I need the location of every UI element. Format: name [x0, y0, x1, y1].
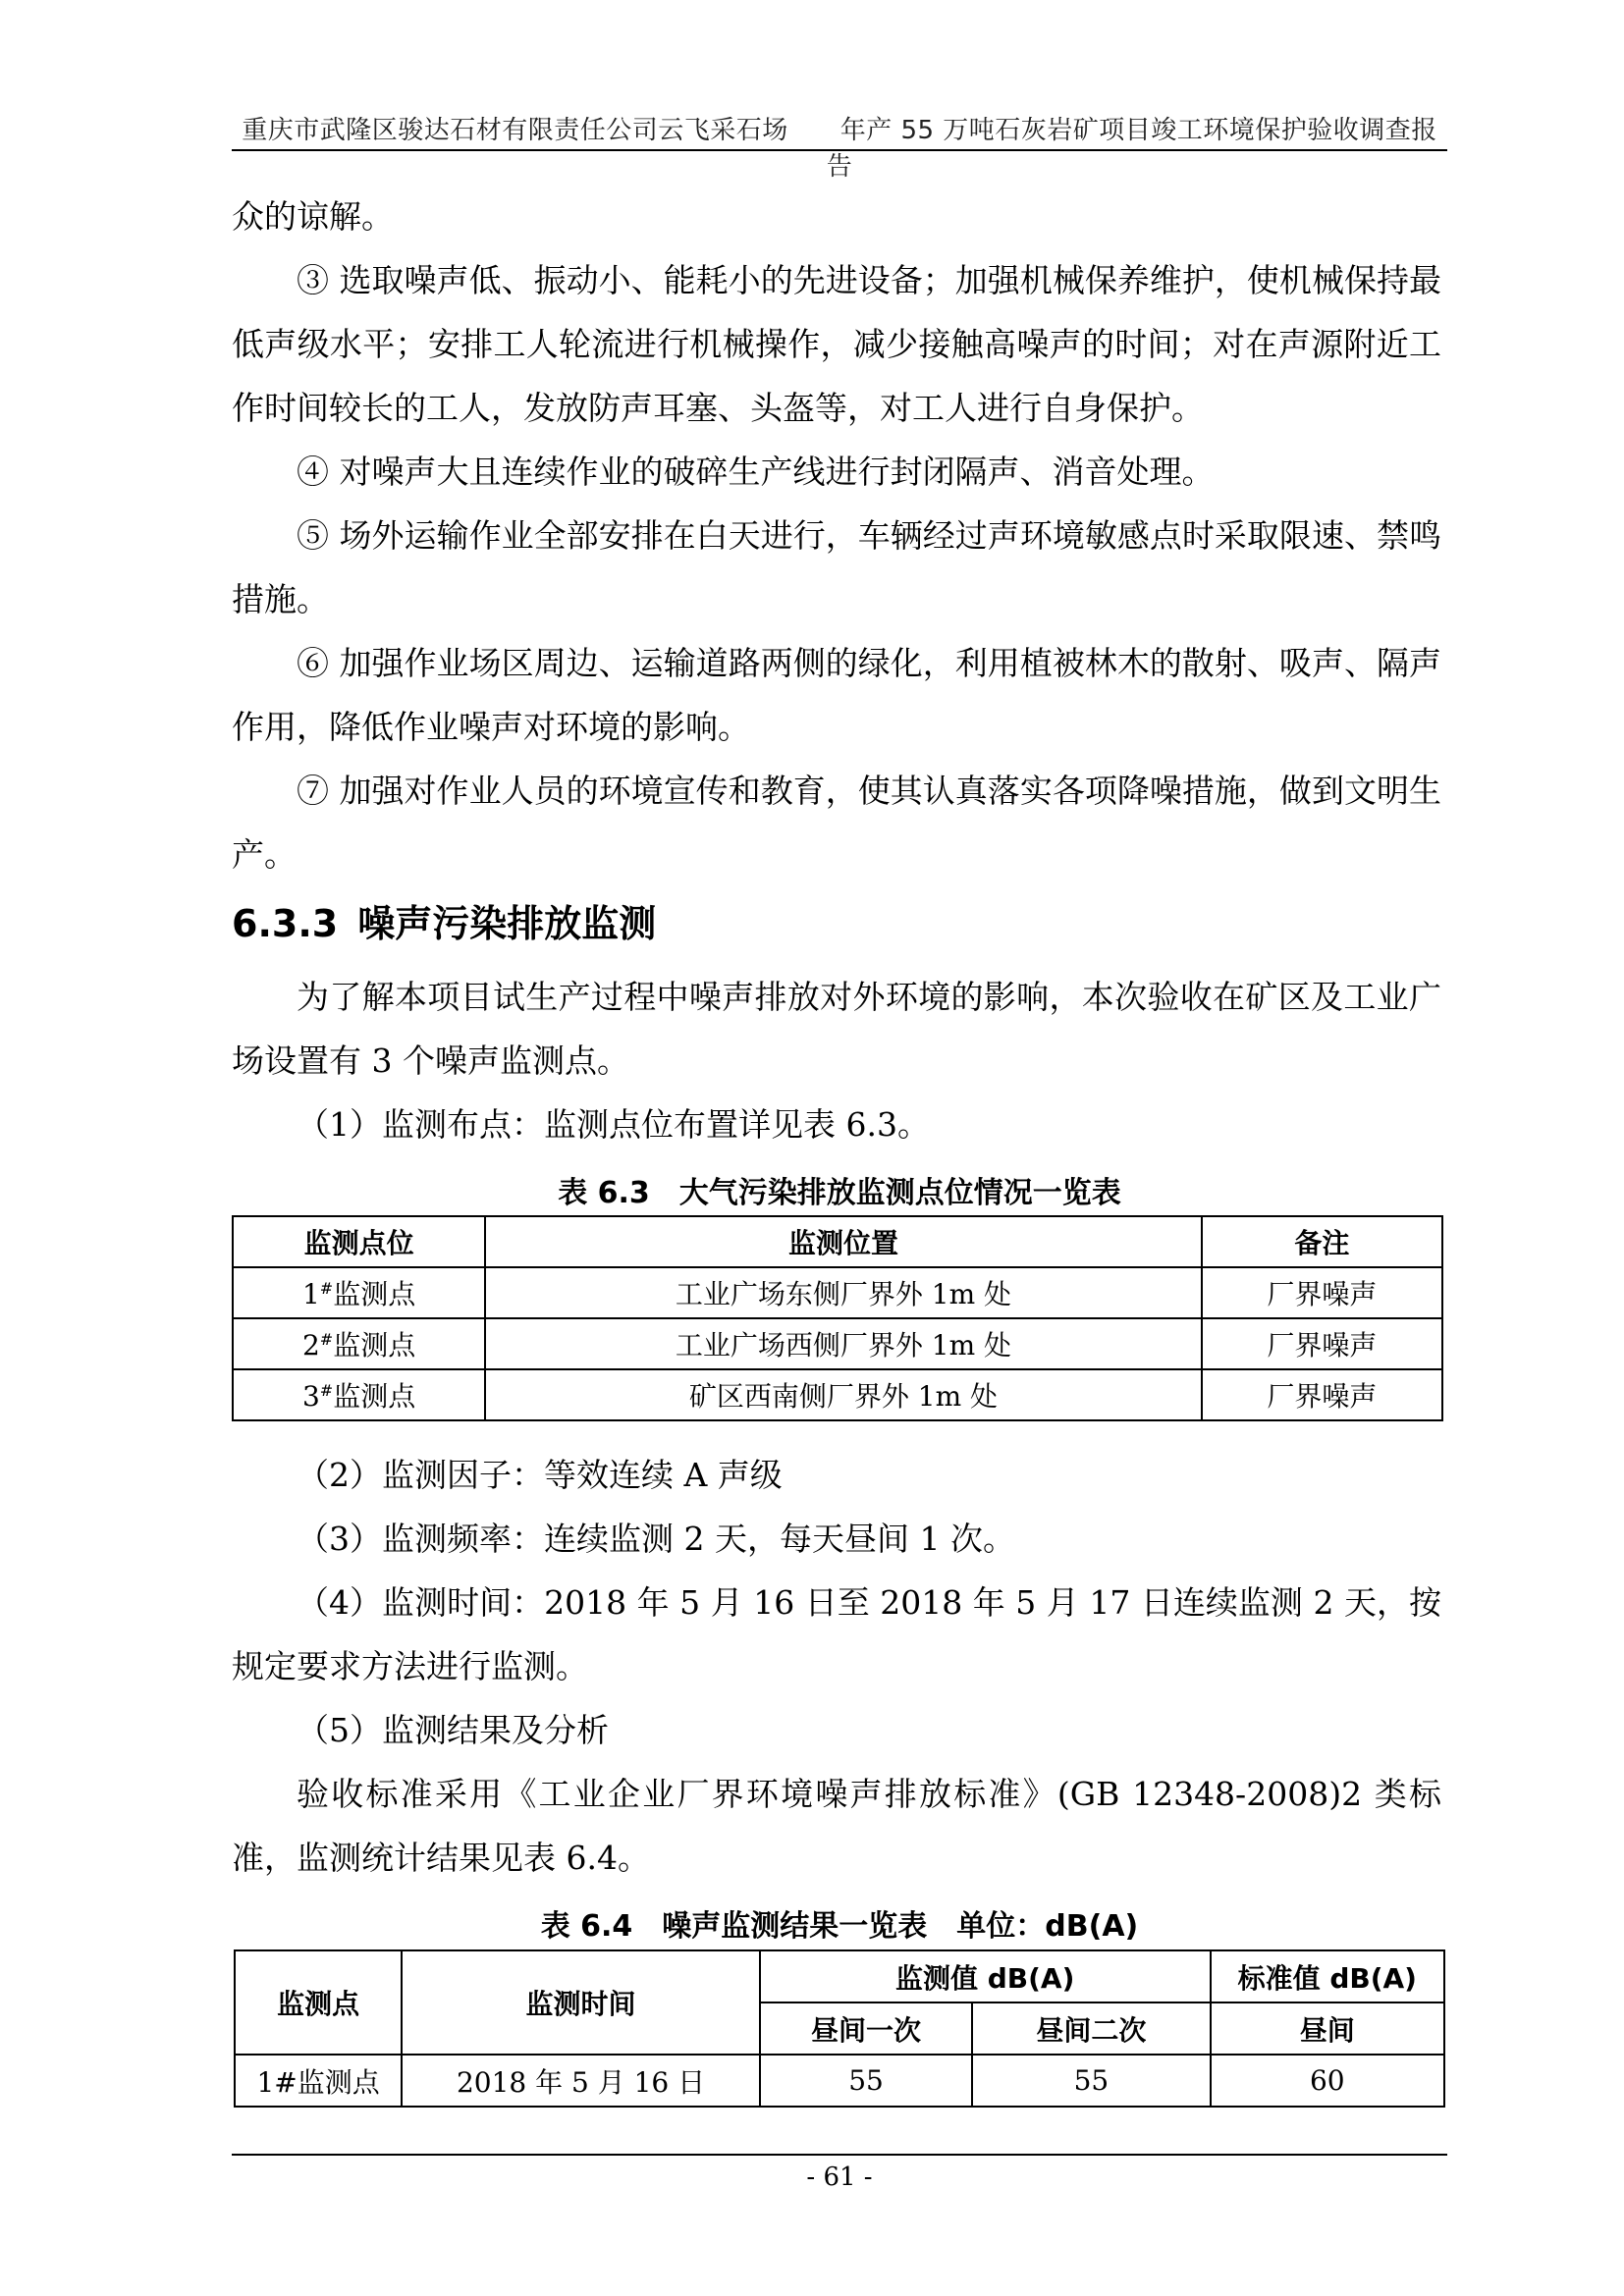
paragraph-measure-4: ④ 对噪声大且连续作业的破碎生产线进行封闭隔声、消音处理。: [297, 453, 1215, 491]
column-subheader: 昼间二次: [972, 2002, 1210, 2055]
column-header: 监测值 dB(A): [760, 1950, 1211, 2002]
header-divider: [232, 149, 1447, 151]
standard-value-cell: 60: [1211, 2055, 1444, 2107]
monitoring-point-cell: 3#监测点: [233, 1369, 485, 1420]
page-number: - 61 -: [806, 2163, 873, 2192]
paragraph-measure-7: ⑦ 加强对作业人员的环境宣传和教育，使其认真落实各项降噪措施，做到文明生产。: [232, 772, 1441, 874]
paragraph-continuation: 众的谅解。: [232, 197, 394, 236]
paragraph-standard: 验收标准采用《工业企业厂界环境噪声排放标准》(GB 12348-2008)2 类标准，监测统计结果见表 6.4。: [232, 1775, 1441, 1877]
table-6-3-caption: 表 6.3 大气污染排放监测点位情况一览表: [558, 1176, 1121, 1210]
date-cell: 2018 年 5 月 16 日: [402, 2055, 760, 2107]
paragraph-item-1: （1）监测布点：监测点位布置详见表 6.3。: [297, 1105, 930, 1144]
table-6-3: [232, 1215, 1443, 1421]
table-header-row: [233, 1216, 1442, 1267]
section-heading: [232, 893, 676, 947]
note-cell: 厂界噪声: [1202, 1318, 1442, 1369]
monitoring-point-cell: 1#监测点: [233, 1267, 485, 1318]
section-title: 噪声污染排放监测: [357, 902, 657, 945]
paragraph-intro: 为了解本项目试生产过程中噪声排放对外环境的影响，本次验收在矿区及工业广场设置有 3 个噪声监测点。: [232, 978, 1441, 1080]
table-row: [235, 2055, 1444, 2107]
location-cell: 工业广场东侧厂界外 1m 处: [485, 1267, 1202, 1318]
value-cell: 55: [760, 2055, 972, 2107]
paragraph-item-5: （5）监测结果及分析: [297, 1711, 609, 1749]
table-6-4: [234, 1949, 1445, 2108]
value-cell: 55: [972, 2055, 1210, 2107]
column-subheader: 昼间: [1211, 2002, 1444, 2055]
column-header: 监测点: [235, 1950, 402, 2055]
paragraph-measure-3: ③ 选取噪声低、振动小、能耗小的先进设备；加强机械保养维护，使机械保持最低声级水平；安排工人轮流进行机械操作，减少接触高噪声的时间；对在声源附近工作时间较长的工人，发放防声耳塞、头盔等，对工人进行自身保护。: [232, 261, 1441, 427]
table-row: [233, 1369, 1442, 1420]
running-header: 重庆市武隆区骏达石材有限责任公司云飞采石场 年产 55 万吨石灰岩矿项目竣工环境保护验收调查报告: [242, 116, 1437, 182]
table-header-row: [235, 1950, 1444, 2002]
note-cell: 厂界噪声: [1202, 1369, 1442, 1420]
table-row: [233, 1318, 1442, 1369]
table-6-4-caption: 表 6.4 噪声监测结果一览表 单位：dB(A): [540, 1909, 1139, 1944]
location-cell: 工业广场西侧厂界外 1m 处: [485, 1318, 1202, 1369]
paragraph-item-2: （2）监测因子：等效连续 A 声级: [297, 1456, 783, 1494]
monitoring-point-cell: 1#监测点: [235, 2055, 402, 2107]
table-row: [233, 1267, 1442, 1318]
column-subheader: 昼间一次: [760, 2002, 972, 2055]
column-header: 标准值 dB(A): [1211, 1950, 1444, 2002]
paragraph-measure-5: ⑤ 场外运输作业全部安排在白天进行，车辆经过声环境敏感点时采取限速、禁鸣措施。: [232, 516, 1441, 618]
footer-divider: [232, 2154, 1447, 2156]
paragraph-measure-6: ⑥ 加强作业场区周边、运输道路两侧的绿化，利用植被林木的散射、吸声、隔声作用，降低作业噪声对环境的影响。: [232, 644, 1441, 746]
note-cell: 厂界噪声: [1202, 1267, 1442, 1318]
paragraph-item-3: （3）监测频率：连续监测 2 天，每天昼间 1 次。: [297, 1520, 1015, 1558]
monitoring-point-cell: 2#监测点: [233, 1318, 485, 1369]
column-header: 监测时间: [402, 1950, 760, 2055]
section-number: 6.3.3: [232, 902, 339, 945]
location-cell: 矿区西南侧厂界外 1m 处: [485, 1369, 1202, 1420]
column-header: 备注: [1202, 1216, 1442, 1267]
paragraph-item-4: （4）监测时间：2018 年 5 月 16 日至 2018 年 5 月 17 日连续监测 2 天，按规定要求方法进行监测。: [232, 1583, 1441, 1685]
column-header: 监测位置: [485, 1216, 1202, 1267]
column-header: 监测点位: [233, 1216, 485, 1267]
